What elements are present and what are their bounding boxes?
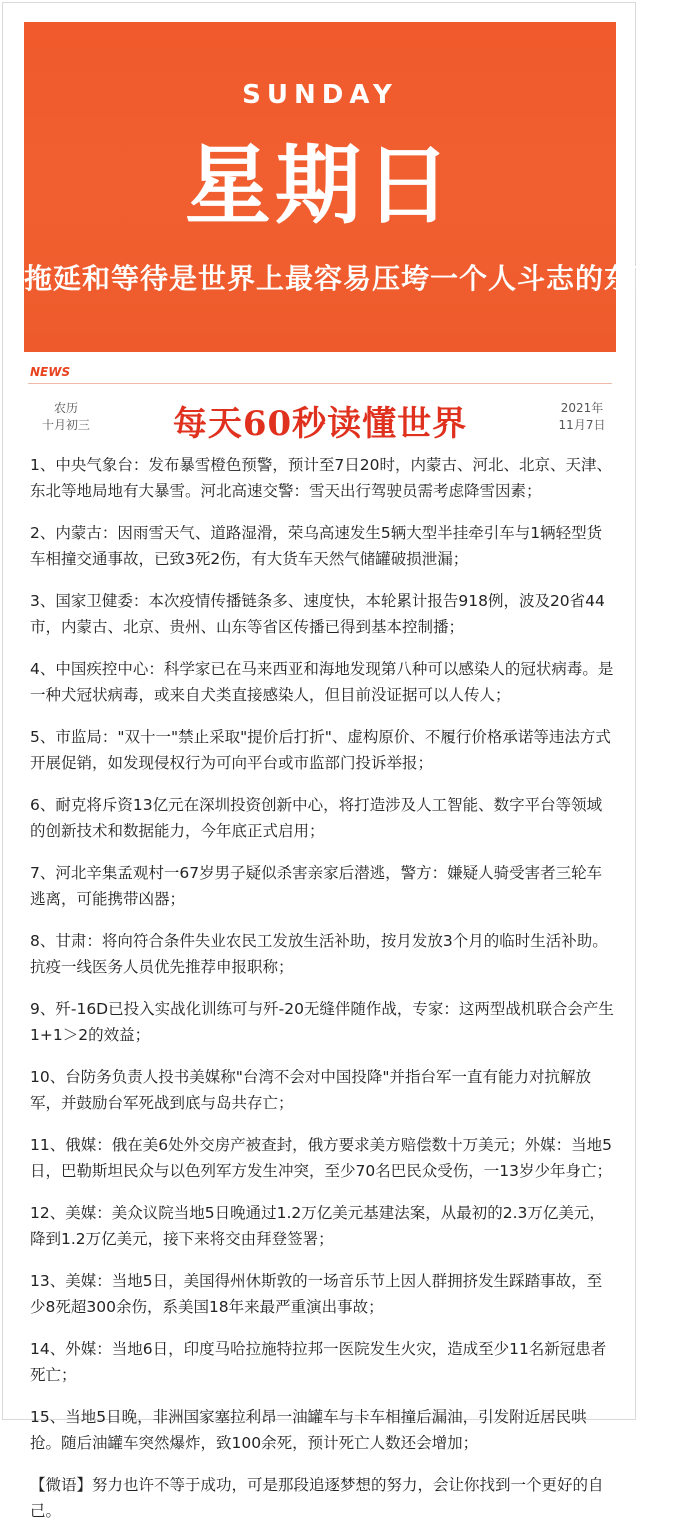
sunday-banner bbox=[24, 22, 691, 352]
page-title: 每天60秒读懂世界 bbox=[172, 404, 468, 444]
news-item: 15、当地5日晚，非洲国家塞拉利昂一油罐车与卡车相撞后漏油，引发附近居民哄抢。随后油罐车突然爆炸，致100余死，预计死亡人数还会增加； bbox=[30, 1408, 587, 1452]
news-item: 2、内蒙古：因雨雪天气、道路湿滑，荣乌高速发生5辆大型半挂牵引车与1辆轻型货车相撞交通事故，已致3死2伤，有大货车天然气储罐破损泄漏； bbox=[30, 524, 603, 568]
lunar-day: 十月初三 bbox=[41, 418, 90, 432]
news-tag: NEWS bbox=[30, 365, 71, 379]
news-item: 12、美媒：美众议院当地5日晚通过1.2万亿美元基建法案，从最初的2.3万亿美元，降到1.2万亿美元，接下来将交由拜登签署； bbox=[30, 1204, 605, 1248]
banner-weekday-title: 星期日 bbox=[185, 136, 455, 236]
news-item: 4、中国疾控中心：科学家已在马来西亚和海地发现第八种可以感染人的冠状病毒。是一种犬冠状病毒，或来自犬类直接感染人，但目前没证据可以人传人； bbox=[30, 660, 614, 704]
news-item: 9、歼-16D已投入实战化训练可与歼-20无缝伴随作战，专家：这两型战机联合会产生1+1＞2的效益； bbox=[30, 1000, 614, 1044]
news-item: 8、甘肃：将向符合条件失业农民工发放生活补助，按月发放3个月的临时生活补助。抗疫一线医务人员优先推荐申报职称； bbox=[30, 932, 608, 976]
lunar-date bbox=[36, 400, 96, 434]
header-divider bbox=[28, 383, 612, 384]
news-item: 1、中央气象台：发布暴雪橙色预警，预计至7日20时，内蒙古、河北、北京、天津、东北等地局地有大暴雪。河北高速交警：雪天出行驾驶员需考虑降雪因素； bbox=[30, 456, 612, 500]
news-item: 7、河北辛集孟观村一67岁男子疑似杀害亲家后潜逃，警方：嫌疑人骑受害者三轮车逃离，可能携带凶器； bbox=[30, 864, 603, 908]
date-day: 11月7日 bbox=[558, 418, 606, 432]
news-item: 14、外媒：当地6日，印度马哈拉施特拉邦一医院发生火灾，造成至少11名新冠患者死亡； bbox=[30, 1340, 607, 1384]
lunar-label: 农历 bbox=[53, 401, 78, 415]
news-item: 3、国家卫健委：本次疫情传播链条多、速度快，本轮累计报告918例，波及20省44市，内蒙古、北京、贵州、山东等省区传播已得到基本控制播； bbox=[30, 592, 605, 636]
banner-sunday-label: SUNDAY bbox=[242, 80, 398, 110]
date-year: 2021年 bbox=[560, 401, 604, 415]
daily-quote: 【微语】努力也许不等于成功，可是那段追逐梦想的努力，会让你找到一个更好的自己。 bbox=[30, 1476, 604, 1520]
news-item: 10、台防务负责人投书美媒称"台湾不会对中国投降"并指台军一直有能力对抗解放军，并鼓励台军死战到底与岛共存亡； bbox=[30, 1068, 591, 1112]
banner-motto: 拖延和等待是世界上最容易压垮一个人斗志的东西。 bbox=[24, 262, 691, 295]
gregorian-date bbox=[552, 400, 612, 434]
news-item: 5、市监局："双十一"禁止采取"提价后打折"、虚构原价、不履行价格承诺等违法方式开展促销，如发现侵权行为可向平台或市监部门投诉举报； bbox=[30, 728, 611, 772]
news-item: 11、俄媒：俄在美6处外交房产被查封，俄方要求美方赔偿数十万美元；外媒：当地5日，巴勒斯坦民众与以色列军方发生冲突，至少70名巴民众受伤，一13岁少年身亡； bbox=[30, 1136, 612, 1180]
news-item: 13、美媒：当地5日，美国得州休斯敦的一场音乐节上因人群拥挤发生踩踏事故，至少8死超300余伤，系美国18年来最严重演出事故； bbox=[30, 1272, 603, 1316]
news-item: 6、耐克将斥资13亿元在深圳投资创新中心，将打造涉及人工智能、数字平台等领域的创新技术和数据能力，今年底正式启用； bbox=[30, 796, 603, 840]
news-list bbox=[30, 452, 614, 1540]
